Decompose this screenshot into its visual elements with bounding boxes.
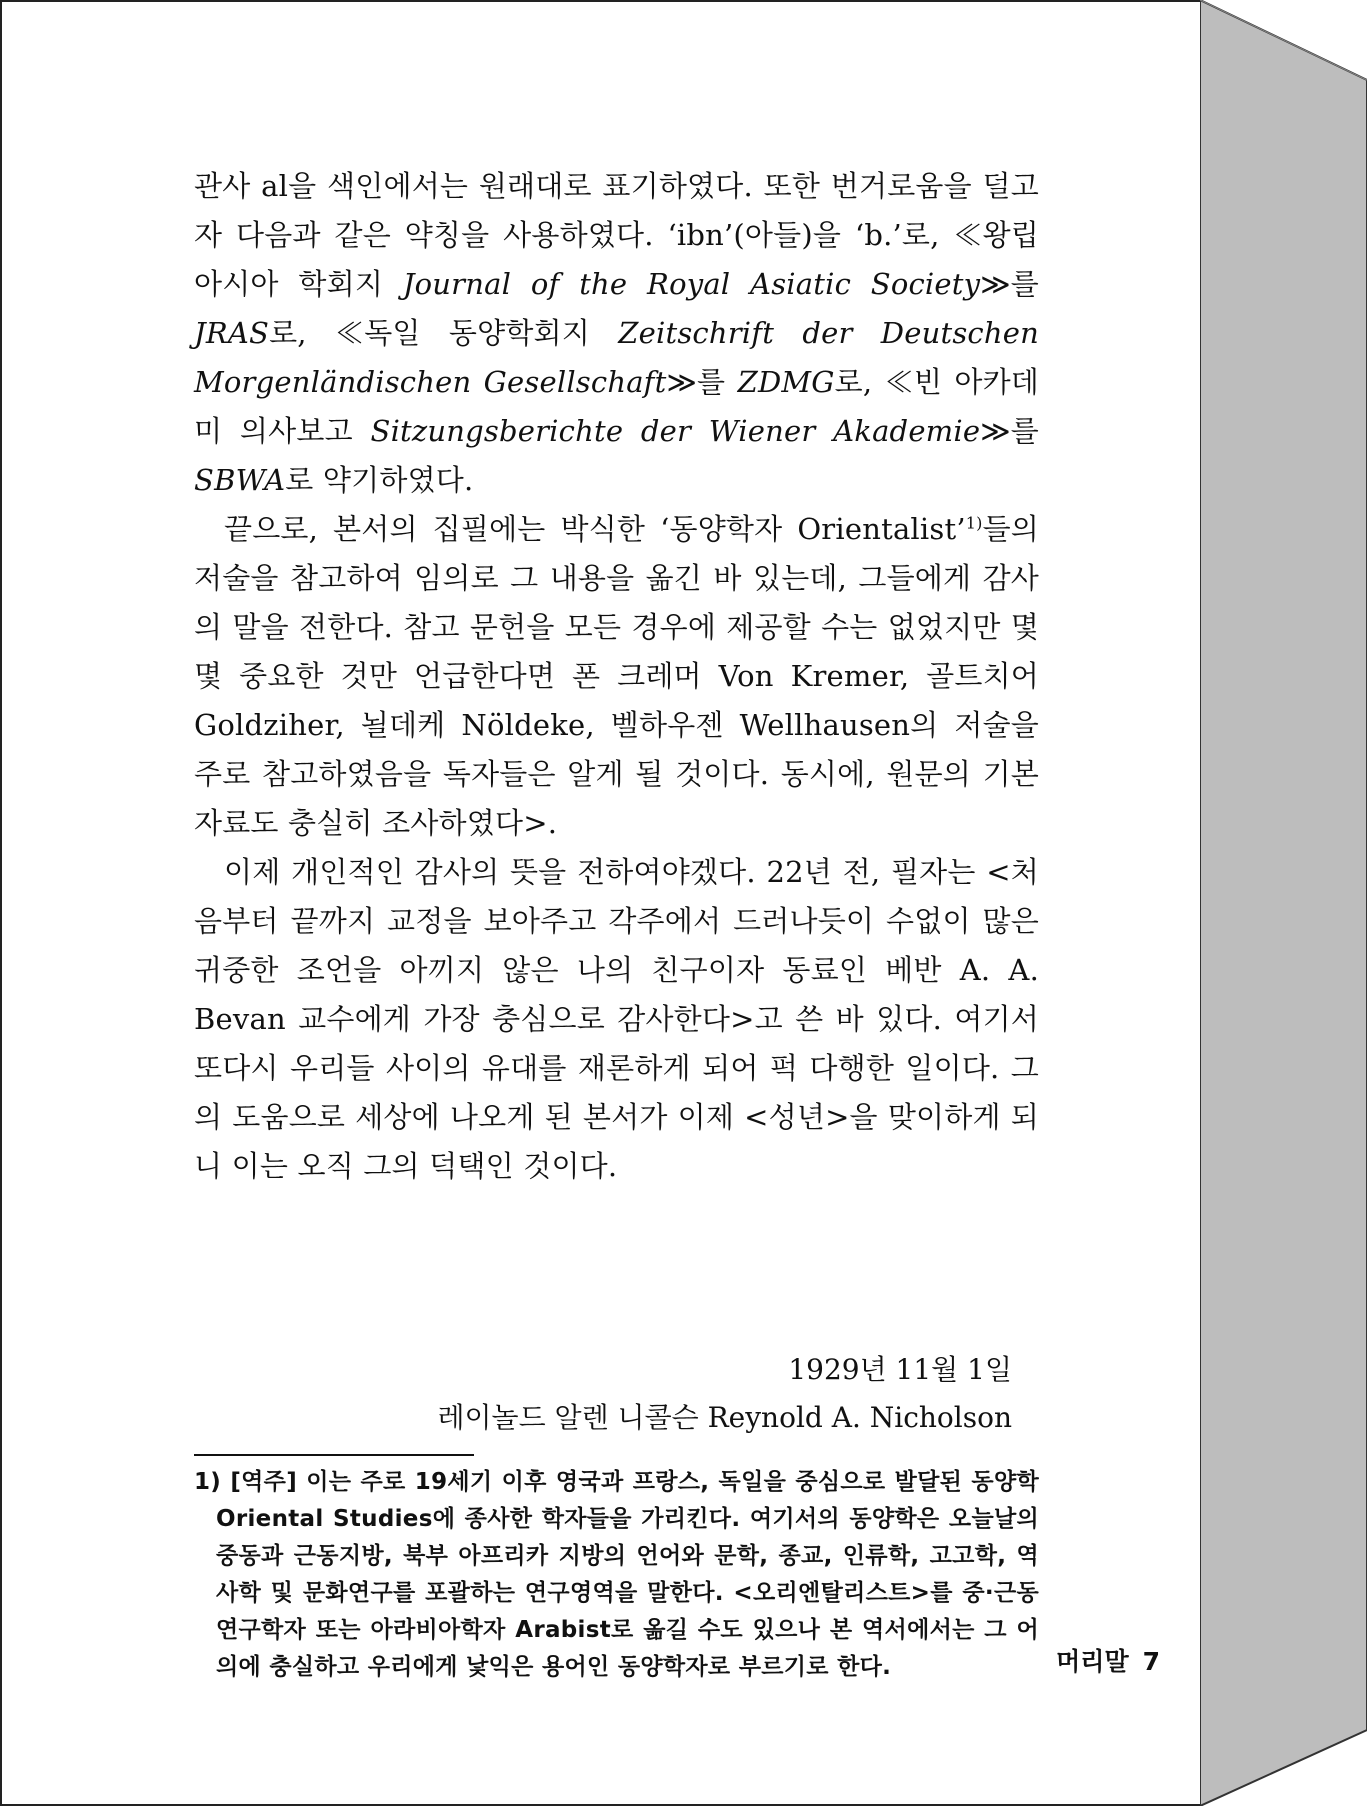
page-content — [194, 162, 1040, 1680]
text-span: ≫를 — [980, 267, 1039, 301]
abbreviation-jras: JRAS — [194, 316, 270, 350]
text-span: 로, ≪독일 동양학회지 — [269, 316, 590, 350]
text-span: 로 약기하였다. — [285, 463, 474, 497]
paragraph-abbreviations — [194, 162, 1039, 505]
journal-title-sbwa: Sitzungsberichte der Wiener Akademie — [370, 414, 981, 448]
footnote-reference[interactable]: 1) — [965, 513, 983, 533]
running-footer-section: 머리말 — [1056, 1647, 1129, 1676]
page-number: 7 — [1142, 1647, 1160, 1676]
text-span: ≫를 — [980, 414, 1039, 448]
paragraph-acknowledgement: 이제 개인적인 감사의 뜻을 전하여야겠다. 22년 전, 필자는 <처음부터 끝까지 교정을 보아주고 각주에서 드러나듯이 수없이 많은 귀중한 조언을 아끼지 않은 나의 친구이자 동료인 베반 A. A. Bevan 교수에게 가장 충심으로 감사한다>고 쓴 바 있다. 여기서 또다시 우리들 사이의 유대를 재론하게 되어 퍽 다행한 일이다. 그의 도움으로 세상에 나오게 된 본서가 이제 <성년>을 맞이하게 되니 이는 오직 그의 덕택인 것이다. — [194, 855, 1039, 1183]
text-span: ≫를 — [666, 365, 726, 399]
text-span: 들의 저술을 참고하여 임의로 그 내용을 옮긴 바 있는데, 그들에게 감사의 말을 전한다. 참고 문헌을 모든 경우에 제공할 수는 없었지만 몇몇 중요한 것만 언급한다면 폰 크레머 Von Kremer, 골트치어 Goldziher, 뇔데케 Nöldeke, 벨하우젠 Wellhausen의 저술을 주로 참고하였음을 독자들은 알게 될 것이다. 동시에, 원문의 기본 자료도 충실히 조사하였다>. — [194, 512, 1039, 840]
journal-title-zdmg: Zeitschrift der Deutschen Morgenländischen Gesellschaft — [194, 316, 1039, 399]
signature-author: 레이놀드 알렌 니콜슨 Reynold A. Nicholson — [437, 1401, 1012, 1434]
page-curl-edge — [1200, 0, 1367, 1806]
text-span: 끝으로, 본서의 집필에는 박식한 ‘동양학자 Orientalist’ — [224, 512, 966, 546]
abbreviation-zdmg: ZDMG — [737, 365, 835, 399]
page-footer — [1042, 1642, 1160, 1678]
footnote-divider — [194, 1454, 474, 1456]
footnote: 1) [역주] 이는 주로 19세기 이후 영국과 프랑스, 독일을 중심으로 발달된 동양학 Oriental Studies에 종사한 학자들을 가리킨다. 여기서의 동양학은 오늘날의 중동과 근동지방, 북부 아프리카 지방의 언어와 문학, 종교, 인류학, 고고학, 역사학 및 문화연구를 포괄하는 연구영역을 말한다. <오리엔탈리스트>를 중·근동연구학자 또는 아라비아학자 Arabist로 옮길 수도 있으나 본 역서에서는 그 어의에 충실하고 우리에게 낯익은 용어인 동양학자로 부르기로 한다. — [194, 1469, 1039, 1680]
text-span: 관사 al을 색인에서는 원래대로 표기하였다. 또한 번거로움을 덜고자 다음과 같은 약칭을 사용하였다. ‘ibn’(아들)을 ‘b.’로, ≪왕립 아시아 학회지 — [194, 169, 1039, 301]
text-span: 로, ≪빈 아카데미 의사보고 — [194, 365, 1040, 448]
abbreviation-sbwa: SBWA — [194, 463, 286, 497]
paragraph-sources — [194, 505, 1039, 848]
journal-title-jras: Journal of the Royal Asiatic Society — [402, 267, 981, 301]
signature-date: 1929년 11월 1일 — [788, 1353, 1012, 1386]
